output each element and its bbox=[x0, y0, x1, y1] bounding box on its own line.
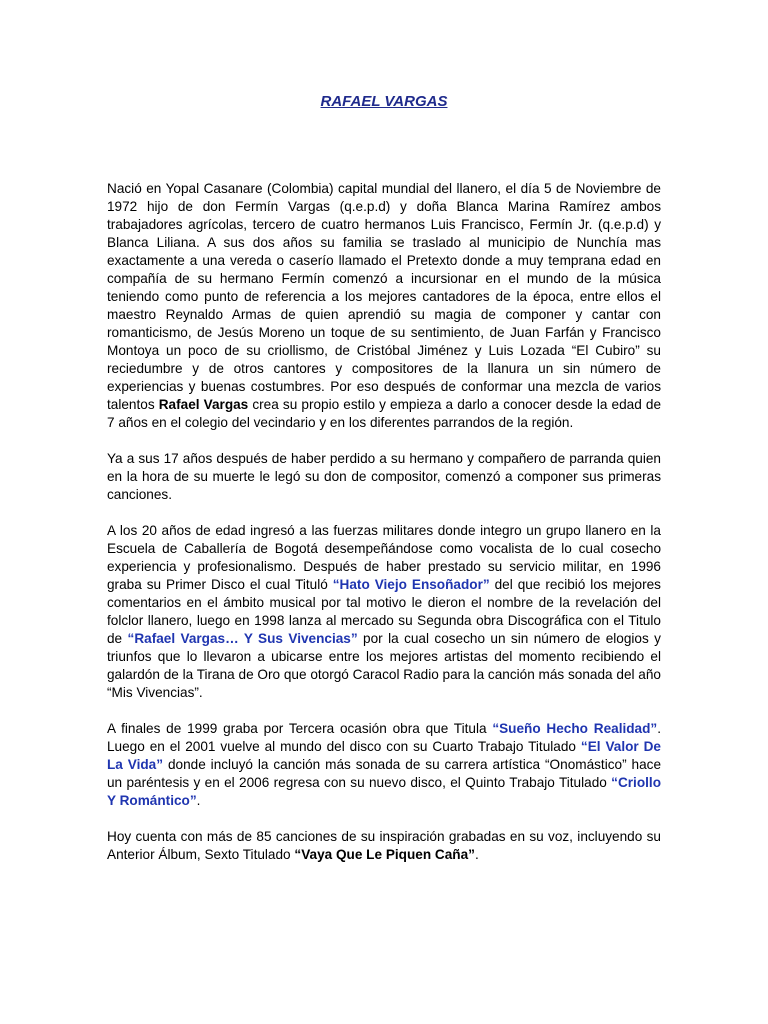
album-title-2: “Rafael Vargas… Y Sus Vivencias” bbox=[127, 631, 358, 646]
artist-name-bold: Rafael Vargas bbox=[158, 397, 249, 412]
album-title-1: “Hato Viejo Ensoñador” bbox=[332, 577, 490, 592]
page-title: RAFAEL VARGAS bbox=[320, 93, 448, 110]
album-title-4: “El Valor De La Vida” bbox=[107, 739, 661, 772]
document-body bbox=[107, 180, 661, 882]
paragraph-text: . bbox=[474, 847, 479, 862]
paragraph-text: Hoy cuenta con más de 85 canciones de su inspiración grabadas en su voz, incluyendo su Anterior Álbum, Sexto Titulado bbox=[107, 829, 661, 862]
paragraph-text: A los 20 años de edad ingresó a las fuerzas militares donde integro un grupo llanero en la Escuela de Caballería de Bogotá desempeñándose como vocalista de lo cual cosecho experiencia y profesionalismo. Después de haber prestado su servicio militar, en 1996 graba su Primer Disco el cual Tituló bbox=[107, 523, 661, 592]
paragraph-text: . Luego en el 2001 vuelve al mundo del disco con su Cuarto Trabajo Titulado bbox=[107, 721, 661, 754]
paragraph-youth bbox=[107, 450, 661, 504]
paragraph-text: Nació en Yopal Casanare (Colombia) capital mundial del llanero, el día 5 de Noviembre de 1972 hijo de don Fermín Vargas (q.e.p.d) y doña Blanca Marina Ramírez ambos trabajadores agrícolas, tercero de cuatro hermanos Luis Francisco, Fermín Jr. (q.e.p.d) y Blanca Liliana. A sus dos años su familia se traslado al municipio de Nunchía mas exactamente a una vereda o caserío llamado el Pretexto donde a muy temprana edad en compañía de su hermano Fermín comenzó a incursionar en el mundo de la música teniendo como punto de referencia a los mejores cantadores de la época, entre ellos el maestro Reynaldo Armas de quien aprendió su magia de componer y cantar con romanticismo, de Jesús Moreno un toque de su sentimiento, de Juan Farfán y Francisco Montoya un poco de su criollismo, de Cristóbal Jiménez y Luis Lozada “El Cubiro” su reciedumbre y de otros cantores y compositores de la llanura un sin número de experiencias y buenas costumbres. Por eso después de conformar una mezcla de varios talentos bbox=[107, 181, 661, 412]
paragraph-text: Ya a sus 17 años después de haber perdido a su hermano y compañero de parranda quien en la hora de su muerte le legó su don de compositor, comenzó a componer sus primeras canciones. bbox=[107, 451, 661, 502]
paragraph-albums bbox=[107, 720, 661, 810]
album-title-5: “Criollo Y Romántico” bbox=[107, 775, 661, 808]
paragraph-text: crea su propio estilo y empieza a darlo a conocer desde la edad de 7 años en el colegio del vecindario y en los diferentes parrandos de la región. bbox=[107, 397, 662, 430]
paragraph-today bbox=[107, 828, 661, 864]
paragraph-text: donde incluyó la canción más sonada de su carrera artística “Onomástico” hace un paréntesis y en el 2006 regresa con su nuevo disco, el Quinto Trabajo Titulado bbox=[107, 757, 661, 790]
album-title-6: “Vaya Que Le Piquen Caña” bbox=[294, 847, 475, 862]
album-title-3: “Sueño Hecho Realidad” bbox=[492, 721, 658, 736]
paragraph-birth bbox=[107, 180, 661, 432]
paragraph-text: A finales de 1999 graba por Tercera ocasión obra que Titula bbox=[107, 721, 493, 736]
paragraph-text: por la cual cosecho un sin número de elogios y triunfos que lo llevaron a ubicarse entre los mejores artistas del momento recibiendo el galardón de la Tirana de Oro que otorgó Caracol Radio para la canción más sonada del año “Mis Vivencias”. bbox=[107, 631, 661, 700]
paragraph-text: . bbox=[196, 793, 201, 808]
paragraph-text: del que recibió los mejores comentarios en el ámbito musical por tal motivo le dieron el nombre de la revelación del folclor llanero, luego en 1998 lanza al mercado su Segunda obra Discográfica con el Titulo de bbox=[107, 577, 661, 646]
paragraph-military bbox=[107, 522, 661, 702]
